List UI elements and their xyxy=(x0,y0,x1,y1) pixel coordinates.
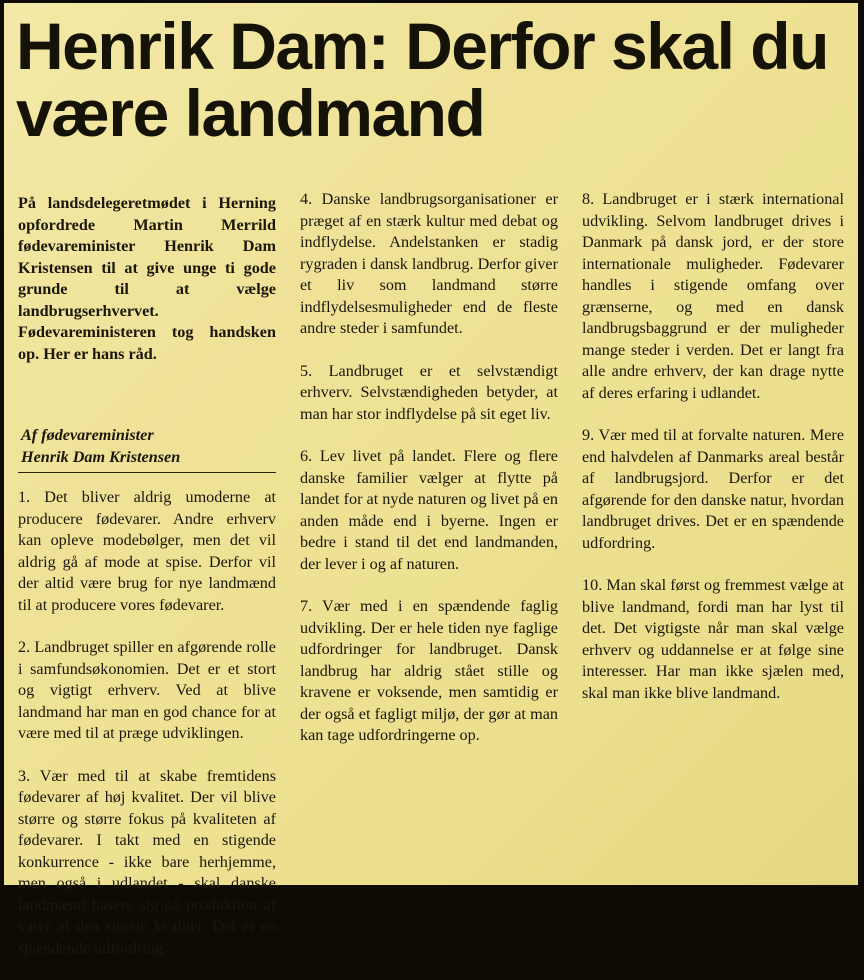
paragraph-3: 3. Vær med til at skabe fremtidens fødevarer af høj kvalitet. Der vil blive større og større fokus på kvaliteten af fødevarer. I takt med en stigende konkurrence - ikke bare herhjemme, men også i udlandet - skal danske landmænd basere sig på produktion af varer af den største kvalitet. Det er en spændende udfordring. xyxy=(18,766,276,957)
paragraph-4: 4. Danske landbrugsorganisationer er præget af en stærk kultur med debat og indflydelse. Andelstanken er stadig rygraden i dansk landbrug. Derfor giver et liv som landmand større indflydelsesmuligheder end de fleste andre steder i samfundet. xyxy=(300,190,559,337)
article-headline: Henrik Dam: Derfor skal du være landmand xyxy=(16,9,828,150)
byline-author: Henrik Dam Kristensen xyxy=(21,447,181,466)
paragraph-5: 5. Landbruget er et selvstændigt erhverv. Selvstændigheden betyder, at man har stor indflydelse på sit eget liv. xyxy=(300,361,558,423)
article-lead: På landsdelegeretmødet i Herning opfordrede Martin Merrild fødevareminister Henrik Dam Kristensen til at give unge ti gode grunde til at vælge landbrugserhvervet. Fødevareministeren tog handsken op. Her er hans råd. xyxy=(18,194,276,363)
paragraph-8: 8. Landbruget er i stærk international udvikling. Selvom landbruget drives i Danmark på dansk jord, er der store internationale muligheder. Fødevarer handles i stigende omfang over grænserne, og med en dansk landbrugsbaggrund er der muligheder mange steder i verden. Det er langt fra alle andre erhverv, der kan drage nytte af deres erfaring i udlandet. xyxy=(582,190,844,402)
paragraph-6: 6. Lev livet på landet. Flere og flere danske familier vælger at flytte på landet for at nyde naturen og livet på en anden måde end i byerne. Ingen er bedre i stand til det end landmanden, der lever i og af naturen. xyxy=(300,447,559,573)
newspaper-clipping xyxy=(4,3,858,957)
paragraph-1: 1. Det bliver aldrig umoderne at producere fødevarer. Andre erhverv kan opleve modebølger, men det vil aldrig gå af mode at spise. Derfor vil der altid være brug for nye landmænd til at producere vores fødevarer. xyxy=(18,488,276,614)
column-2 xyxy=(300,189,558,768)
paragraph-9: 9. Vær med til at forvalte naturen. Mere end halvdelen af Danmarks areal består af landbrugsjord. Derfor er det afgørende for den danske natur, hvordan landbruget drives. Det er en spændende udfordring. xyxy=(582,426,844,552)
paragraph-10: 10. Man skal først og fremmest vælge at blive landmand, fordi man har lyst til det. Det vigtigste når man skal vælge erhverv og uddannelse er at følge sine interesser. Har man ikke sjælen med, skal man ikke blive landmand. xyxy=(582,576,844,702)
column-1 xyxy=(18,193,276,980)
column-3 xyxy=(582,189,844,725)
byline xyxy=(18,425,276,473)
paragraph-2: 2. Landbruget spiller en afgørende rolle i samfundsøkonomien. Det er et stort og vigtigt erhverv. Ved at blive landmand har man en god chance for at være med til at præge udviklingen. xyxy=(18,638,276,742)
paragraph-7: 7. Vær med i en spændende faglig udvikling. Der er hele tiden nye faglige udfordringer for landbruget. Dansk landbrug har aldrig stået stille og kravene er voksende, men samtidig er der også et fagligt miljø, der gør at man kan tage udfordringerne op. xyxy=(300,597,558,744)
byline-title: Af fødevareminister xyxy=(21,426,154,444)
